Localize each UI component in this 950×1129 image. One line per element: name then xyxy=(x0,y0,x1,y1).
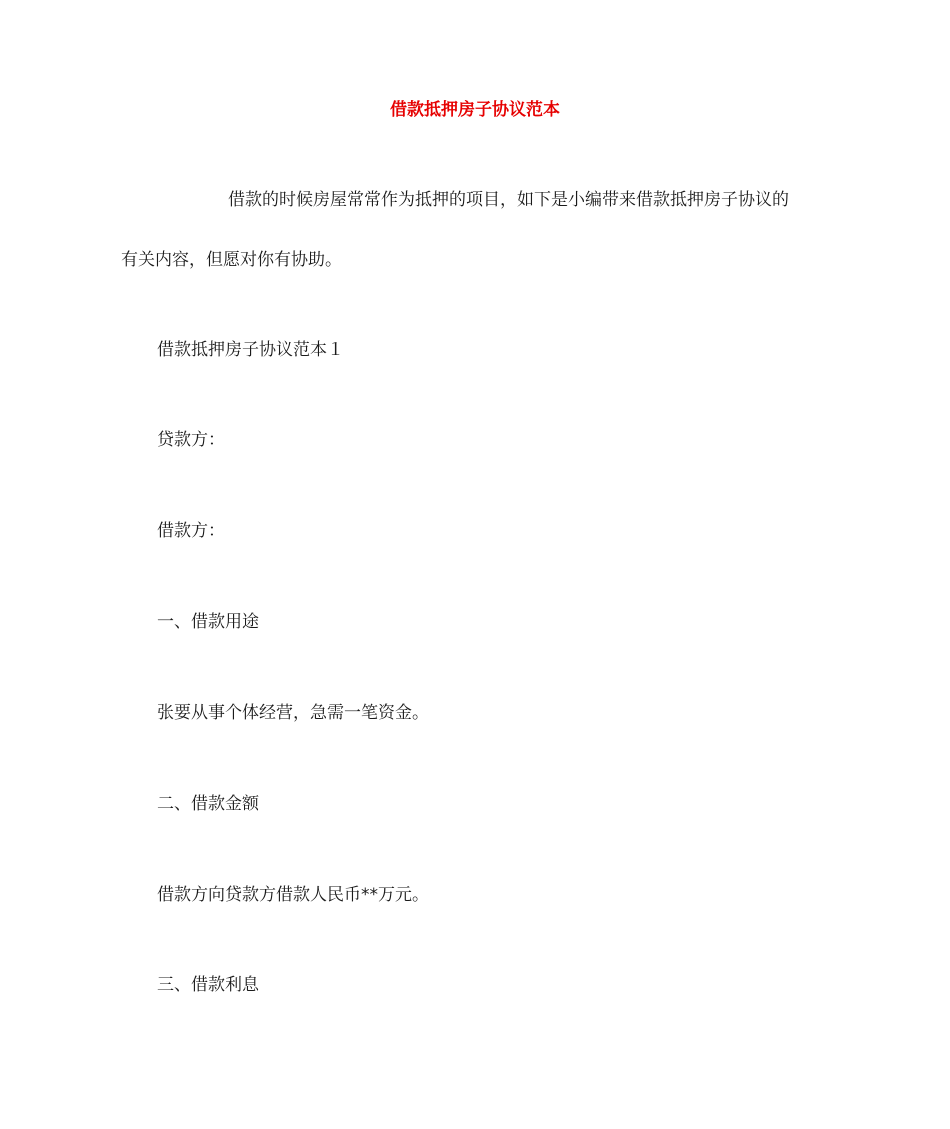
loan-amount-text: 借款方向贷款方借款人民币**万元。 xyxy=(157,885,429,905)
section-heading-loan-interest: 三、借款利息 xyxy=(157,975,259,995)
intro-paragraph-line-2: 有关内容，但愿对你有协助。 xyxy=(121,250,342,270)
lender-label: 贷款方： xyxy=(157,430,225,450)
section-heading-loan-purpose: 一、借款用途 xyxy=(157,612,259,632)
section-heading-loan-amount: 二、借款金额 xyxy=(157,794,259,814)
section-heading-template-1: 借款抵押房子协议范本１ xyxy=(157,340,344,360)
document-title: 借款抵押房子协议范本 xyxy=(390,100,560,120)
intro-paragraph-line-1: 借款的时候房屋常常作为抵押的项目，如下是小编带来借款抵押房子协议的 xyxy=(228,190,789,210)
borrower-label: 借款方： xyxy=(157,521,225,541)
loan-purpose-text: 张要从事个体经营，急需一笔资金。 xyxy=(157,703,429,723)
